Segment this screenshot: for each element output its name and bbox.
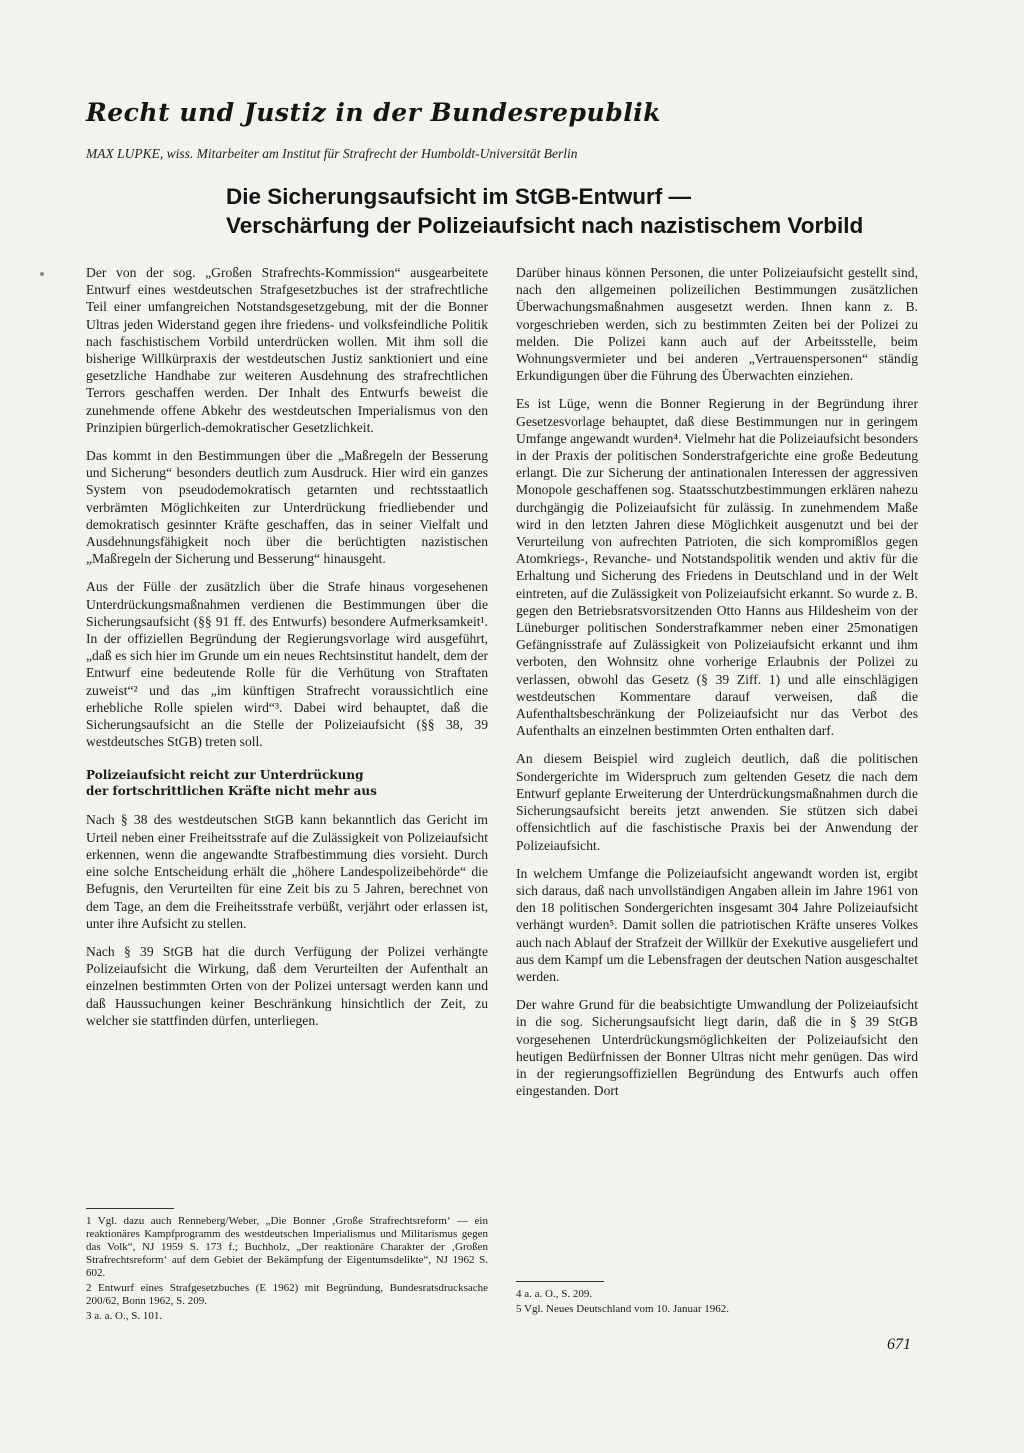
scan-artifact: [40, 272, 44, 276]
title-line-2: Verschärfung der Polizeiaufsicht nach nazistischem Vorbild: [226, 213, 864, 238]
right-column: [516, 264, 918, 1110]
footnote: 3 a. a. O., S. 101.: [86, 1310, 163, 1322]
paragraph: Nach § 38 des westdeutschen StGB kann bekanntlich das Gericht im Urteil neben einer Freiheitsstrafe auf die Zulässigkeit von Polizeiaufsicht erkennen, wenn die angewandte Strafbestimmung dies vorsieht. Durch eine solche Entscheidung erhält die „höhere Landespolizeibehörde“ die Befugnis, den Verurteilten für eine Zeit bis zu 5 Jahren, berechnet von dem Tage, an dem die Freiheitsstrafe verbüßt, verjährt oder erlassen ist, unter ihre Aufsicht zu stellen.: [86, 812, 488, 931]
title-line-1: Die Sicherungsaufsicht im StGB-Entwurf —: [226, 184, 692, 209]
paragraph: Darüber hinaus können Personen, die unter Polizeiaufsicht gestellt sind, nach den allgemeinen polizeilichen Bestimmungen zusätzlichen Überwachungsmaßnahmen ausgesetzt werden. Ihnen kann z. B. vorgeschrieben werden, sich zu bestimmten Zeiten bei der Polizei zu melden. Die Polizei kann auch auf der Arbeitsstelle, beim Wohnungsvermieter und bei anderen „Vertrauenspersonen“ ständig Erkundigungen über die Führung des Überwachten einziehen.: [516, 265, 918, 384]
paragraph: Es ist Lüge, wenn die Bonner Regierung in der Begründung ihrer Gesetzesvorlage behauptet, daß diese Bestimmungen nur in geringem Umfange angewandt wurden⁴. Vielmehr hat die Polizeiaufsicht besonders in der Praxis der politischen Sonderstrafgerichte eine große Bedeutung erlangt. Die zur Sicherung der antinationalen Interessen der aggressiven Monopole geschaffenen sog. Staatsschutzbestimmungen erklären nahezu durchgängig die Polizeiaufsicht für zulässig. In zunehmendem Maße wird in den letzten Jahren diese Möglichkeit ausgenutzt und bei der Verurteilung von aufrechten Patrioten, die sich kompromißlos gegen Atomkriegs-, Revanche- und Notstandspolitik wenden und aktiv für die Erhaltung und Sicherung des Friedens in Deutschland und in der Welt eintreten, auf die Zulässigkeit von Polizeiaufsicht erkannt. So wurde z. B. gegen den Betriebsratsvorsitzenden Otto Hanns aus Hildesheim von der Lüneburger politischen Sonderstrafkammer neben einer 25monatigen Gefängnisstrafe auf Zulässigkeit von Polizeiaufsicht erkannt und ihm verboten, den Wohnsitz ohne vorherige Erlaubnis der Polizei zu verlassen, obwohl das Gesetz (§ 39 Ziff. 1) und alle einschlägigen westdeutschen Kommentare darauf verweisen, daß die Aufenthaltsbeschränkung der Polizeiaufsicht nur das Verbot des Aufenthalts an einzelnen bestimmten Orten enthalten darf.: [516, 396, 918, 739]
left-column: [86, 264, 488, 1040]
footnotes-right: [516, 1281, 918, 1318]
paragraph: Der wahre Grund für die beabsichtigte Umwandlung der Polizeiaufsicht in die sog. Sicherungsaufsicht liegt darin, daß die in § 39 StGB vorgesehenen Unterdrückungsmöglichkeiten der Polizeiaufsicht den heutigen Bedürfnissen der Bonner Ultras nicht mehr genügen. Das wird in der regierungsoffiziellen Begründung des Entwurfs auch offen eingestanden. Dort: [516, 997, 918, 1099]
subheading-line-2: der fortschrittlichen Kräfte nicht mehr aus: [86, 783, 377, 798]
footnote: 4 a. a. O., S. 209.: [516, 1288, 593, 1300]
footnotes-left: [86, 1208, 488, 1325]
paragraph: Aus der Fülle der zusätzlich über die Strafe hinaus vorgesehenen Unterdrückungsmaßnahmen verdienen die Bestimmungen über die Sicherungsaufsicht (§§ 91 ff. des Entwurfs) besondere Aufmerksamkeit¹. In der offiziellen Begründung der Regierungsvorlage wird ausgeführt, „daß es sich hier im Grunde um ein neues Rechtsinstitut handelt, dem der Entwurf eine bedeutende Rolle für die Verhütung von Straftaten zuweist“² und das „im künftigen Strafrecht voraussichtlich eine erhebliche Rolle spielen wird“³. Dabei wird behauptet, daß die Sicherungsaufsicht an die Stelle der Polizeiaufsicht (§§ 38, 39 westdeutsches StGB) treten soll.: [86, 579, 488, 750]
paragraph: In welchem Umfange die Polizeiaufsicht angewandt worden ist, ergibt sich daraus, daß nach unvollständigen Angaben allein im Jahre 1961 von den 18 politischen Sondergerichten insgesamt 304 Jahre Polizeiaufsicht verhängt wurden⁵. Damit sollen die patriotischen Kräfte unseres Volkes auch nach Ablauf der Strafzeit der Willkür der Exekutive ausgeliefert und aus dem Kampf um die Lebensfragen der deutschen Nation ausgeschaltet werden.: [516, 865, 918, 984]
paragraph: An diesem Beispiel wird zugleich deutlich, daß die politischen Sondergerichte im Widerspruch zum geltenden Gesetz die nach dem Entwurf geplante Erweiterung der Unterdrückungsmaßnahmen durch die Sicherungsaufsicht bereits jetzt anwenden. Sie stützen sich dabei offensichtlich auf die faschistische Praxis bei der Anwendung der Polizeiaufsicht.: [516, 751, 918, 853]
subheading-line-1: Polizeiaufsicht reicht zur Unterdrückung: [86, 768, 364, 783]
paragraph: Das kommt in den Bestimmungen über die „Maßregeln der Besserung und Sicherung“ besonders deutlich zum Ausdruck. Hier wird ein ganzes System von pseudodemokratisch getarnten und rechtsstaatlich verbrämten Möglichkeiten zur Unterdrückung friedliebender und demokratisch gesinnter Kräfte geschaffen, das in seiner Vielfalt und Ausdehnungsfähigkeit noch über die berüchtigten nazistischen „Maßregeln der Sicherung und Besserung“ hinausgeht.: [86, 448, 488, 567]
footnote-rule: [516, 1281, 604, 1282]
subheading: [86, 768, 488, 799]
article-title: [226, 182, 926, 240]
page-number: 671: [887, 1336, 911, 1353]
paragraph: Der von der sog. „Großen Strafrechts-Kommission“ ausgearbeitete Entwurf eines westdeutschen Strafgesetzbuches ist der strafrechtliche Teil einer umfangreichen Notstandsgesetzgebung, mit der die Bonner Ultras jeden Widerstand gegen ihre friedens- und volksfeindliche Politik nach faschistischem Vorbild unterdrücken wollen. Mit ihm soll die bisherige Willkürpraxis der westdeutschen Justiz sanktioniert und eine gesetzliche Handhabe zur weiteren Ausdehnung des strafrechtlichen Terrors geschaffen werden. Der Inhalt des Entwurfs beweist die zunehmende offene Abkehr des westdeutschen Imperialismus von den Prinzipien bürgerlich-demokratischer Gesetzlichkeit.: [86, 265, 488, 435]
footnote: 1 Vgl. dazu auch Renneberg/Weber, „Die Bonner ‚Große Strafrechtsreform‘ — ein reaktionäres Kampfprogramm des westdeutschen Imperialismus und Militarismus gegen das Volk“, NJ 1959 S. 173 f.; Buchholz, „Der reaktionäre Charakter der ‚Großen Strafrechtsreform‘ auf dem Gebiet der Bekämpfung der Eigentumsdelikte“, NJ 1962 S. 602.: [86, 1215, 488, 1279]
footnote: 2 Entwurf eines Strafgesetzbuches (E 1962) mit Begründung, Bundesratsdrucksache 200/62, Bonn 1962, S. 209.: [86, 1282, 488, 1307]
author-line: MAX LUPKE, wiss. Mitarbeiter am Institut für Strafrecht der Humboldt-Universität Berlin: [86, 146, 578, 161]
paragraph: Nach § 39 StGB hat die durch Verfügung der Polizei verhängte Polizeiaufsicht die Wirkung, daß dem Verurteilten der Aufenthalt an einzelnen bestimmten Orten von der Polizei untersagt werden kann und daß Haussuchungen keiner Beschränkung hinsichtlich der Zeit, zu welcher sie stattfinden dürfen, unterliegen.: [86, 943, 488, 1028]
section-heading: Recht und Justiz in der Bundesrepublik: [86, 98, 662, 127]
footnote: 5 Vgl. Neues Deutschland vom 10. Januar 1962.: [516, 1303, 730, 1315]
footnote-rule: [86, 1208, 174, 1209]
